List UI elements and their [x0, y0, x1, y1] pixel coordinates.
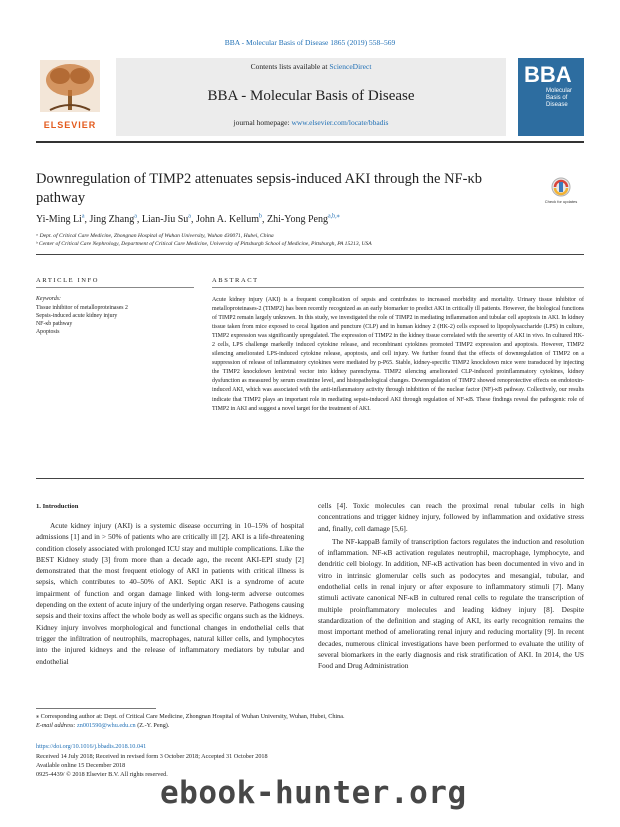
body-paragraph: Acute kidney injury (AKI) is a systemic disease occurring in 10–15% of hospital admissions [1] and in > 50% of patients who are critically ill [2]. AKI is a life-threatening condition closely associated with prolonged ICU stay and multiple complications. Like the BEST Kidney study [3] from more than a decade ago, the recent AKI-EPI study [2] demonstrated that the most frequent etiology of AKI in patients with critical illness is sepsis, which contributes to 40–50% of AKI. Septic AKI is a syndrome of acute impairment of function and organ damage linked with long-term adverse outcomes depending on the extent of acute injury of the underlying organ reserve. Pathogens causing sepsis and their toxins affect the whole body as well as specific organs such as the kidneys. Kidney injury involves morphological and functional changes in endothelial cells that trigger the infiltration of neutrophils, macrophages, natural killer cells, and lymphocytes into the injured kidneys and the release of inflammatory mediators by tubular and endothelial — [36, 521, 304, 666]
abstract-divider — [36, 478, 584, 479]
homepage-line — [116, 118, 506, 127]
author[interactable] — [196, 214, 267, 225]
check-updates-label: Check for updates — [544, 199, 578, 204]
homepage-link[interactable]: www.elsevier.com/locate/bbadis — [291, 118, 389, 127]
keyword: Sepsis-induced acute kidney injury — [36, 313, 118, 319]
author-list — [36, 213, 584, 225]
online-date: Available online 15 December 2018 — [36, 762, 126, 769]
keyword: Apoptosis — [36, 329, 60, 335]
keyword: Tissue inhibitor of metalloproteinases 2 — [36, 305, 128, 311]
author-separator: , — [136, 214, 142, 226]
author[interactable] — [36, 214, 90, 225]
header-divider — [36, 141, 584, 143]
author-name: John A. Kellum — [195, 214, 260, 226]
author[interactable] — [142, 214, 196, 225]
journal-banner — [116, 58, 506, 136]
watermark: ebook-hunter.org — [160, 775, 467, 811]
author-affiliation-marker[interactable]: b — [259, 214, 263, 220]
author-name: Zhi-Yong Peng — [267, 214, 328, 226]
cover-subtitle: Molecular Basis of Disease — [546, 88, 573, 108]
sciencedirect-link[interactable]: ScienceDirect — [329, 62, 372, 71]
author[interactable] — [90, 214, 142, 225]
author-separator: , — [84, 214, 90, 226]
journal-cover-image[interactable] — [518, 58, 584, 136]
author-affiliation-marker[interactable]: a — [134, 214, 137, 220]
contents-prefix: Contents lists available at — [250, 62, 330, 71]
journal-title: BBA - Molecular Basis of Disease — [207, 88, 415, 104]
doi-link[interactable]: https://doi.org/10.1016/j.bbadis.2018.10.041 — [36, 743, 147, 750]
author-name: Lian-Jiu Su — [141, 214, 189, 226]
author[interactable] — [267, 214, 340, 225]
article-info-heading: ARTICLE INFO — [36, 277, 100, 284]
contents-line — [116, 62, 506, 71]
affiliation-b: ᵇ Center of Critical Care Nephrology, Department of Critical Care Medicine, University of Pittsburgh School of Medicine, Pittsburgh, PA 15213, USA — [36, 241, 372, 247]
abstract-rule — [212, 287, 584, 288]
author-separator: , — [190, 214, 196, 226]
affiliation-a: ᵃ Dept. of Critical Care Medicine, Zhongnan Hospital of Wuhan University, Wuhan 430071, Hubei, China — [36, 233, 274, 239]
body-paragraph: cells [4]. Toxic molecules can reach the proximal renal tubular cells in high concentrations and trigger kidney injury, followed by inflammation and oxidative stress and, finally, cell damage [5,6]. — [318, 501, 584, 533]
abstract-text: Acute kidney injury (AKI) is a frequent complication of sepsis and contributes to increased morbidity and mortality. Urinary tissue inhibitor of metalloproteinases-2 (TIMP2) has been recently recognized as an early biomarker to predict AKI in critically ill patients. However, the biological functions of TIMP2 remain largely unknown. In this study, we investigated the role of TIMP2 in mediating inflammation and tubular cell apoptosis in AKI. In kidney tissue taken from mice exposed to cecal ligation and puncture (CLP) and in human kidney 2 (HK-2) cells exposed to lipopolysaccharide (LPS) in culture, TIMP2 expression was significantly upregulated. The expression of TIMP2 in the kidney tissue correlated with the severity of AKI in vivo. In cultured HK-2 cells, LPS challenge markedly induced cytokine release, and recombinant cytokines promoted TIMP2 expression and apoptosis. However, TIMP2 silencing ameliorated LPS-induced cytokine release, apoptosis, and cell injury. We further found that the effects of downregulation of TIMP2 on a suppression of release of inflammatory cytokines were mediated by p-P65. Stable, kidney-specific TIMP2 knockdown mice were transduced by injecting the TIMP2 knockdown lentiviral vector into kidney parenchyma. TIMP2 silencing ameliorated CLP-induced proinflammatory cytokines, kidney dysfunction as measured by serum creatinine level, and histopathological changes. Downregulation of TIMP2 showed renoprotective effects on endotoxin-induced AKI, which was associated with the anti-inflammatory activity through inhibition of the nuclear factor (NF)-κB pathway. Collectively, our results indicate that TIMP2 plays an important role in mediating sepsis-induced AKI through regulation of NF-κB. These findings reveal the pathogenic role of TIMP2 in AKI and suggest a novel target for the treatment of AKI. — [212, 297, 584, 412]
author-name: Jing Zhang — [89, 214, 135, 226]
copyright: 0925-4439/ © 2018 Elsevier B.V. All rights reserved. — [36, 771, 168, 778]
keywords-label: Keywords: — [36, 296, 61, 302]
received-dates: Received 14 July 2018; Received in revised form 3 October 2018; Accepted 31 October 2018 — [36, 753, 268, 760]
elsevier-tree-icon — [40, 60, 100, 112]
corresponding-author-note — [36, 712, 584, 730]
elsevier-logo[interactable] — [36, 56, 104, 138]
footnote-rule — [36, 708, 156, 709]
author-affiliation-marker[interactable]: a — [188, 214, 191, 220]
homepage-prefix: journal homepage: — [233, 118, 292, 127]
publisher-name: ELSEVIER — [43, 120, 97, 130]
email-suffix: (Z.-Y. Peng). — [135, 722, 170, 729]
body-column-right — [318, 500, 584, 671]
body-paragraph: The NF-kappaB family of transcription factors regulates the induction and resolution of inflammation. NF-κB activation regulates neutrophil, macrophage, lymphocyte, and dendritic cell biology. In addition, NF-κB activation has been documented in vivo and in vitro in intrinsic glomerular cells such as podocytes and mesangial, tubular, and endothelial cells in renal injury or after exposure to inflammatory stimuli [7]. Many stimuli activate canonical NF-κB in cultured renal cells to regulate the transcription of multiple proinflammatory molecules and leading kidney injury [8]. Despite standardization of the definition and staging of AKI, its early recognition remains the most important method of ameliorating renal injury and reducing mortality [9]. In recent decades, numerous clinical investigations have been performed to evaluate the utility of several biomarkers in the early diagnosis and risk stratification of AKI. In 2014, the US Food and Drug Administration — [318, 536, 584, 671]
article-title: Downregulation of TIMP2 attenuates sepsis-induced AKI through the NF-κb pathway — [36, 171, 482, 206]
journal-reference[interactable]: BBA - Molecular Basis of Disease 1865 (2019) 558–569 — [224, 38, 396, 47]
author-affiliation-marker[interactable]: a,b,⁎ — [327, 214, 340, 220]
email-link[interactable]: zn001590@whu.edu.cn — [77, 722, 136, 729]
title-divider — [36, 254, 584, 255]
author-affiliation-marker[interactable]: a — [81, 214, 85, 220]
abstract-heading: ABSTRACT — [212, 277, 259, 284]
cover-title: BBA — [524, 62, 572, 87]
article-info-rule — [36, 287, 194, 288]
check-for-updates-badge[interactable] — [544, 176, 578, 210]
email-label: E-mail address: — [36, 722, 78, 729]
author-separator: , — [262, 214, 268, 226]
body-column-left — [36, 520, 304, 667]
corresponding-author: ⁎ Corresponding author at: Dept. of Critical Care Medicine, Zhongnan Hospital of Wuhan University, Wuhan, Hubei, China. — [36, 713, 345, 720]
email-line — [36, 721, 584, 730]
keyword: NF-κb pathway — [36, 321, 73, 327]
introduction-heading: 1. Introduction — [36, 503, 79, 510]
author-name: Yi-Ming Li — [36, 214, 82, 226]
keywords-list — [36, 304, 194, 336]
check-updates-icon — [544, 176, 578, 200]
journal-masthead — [36, 56, 584, 140]
